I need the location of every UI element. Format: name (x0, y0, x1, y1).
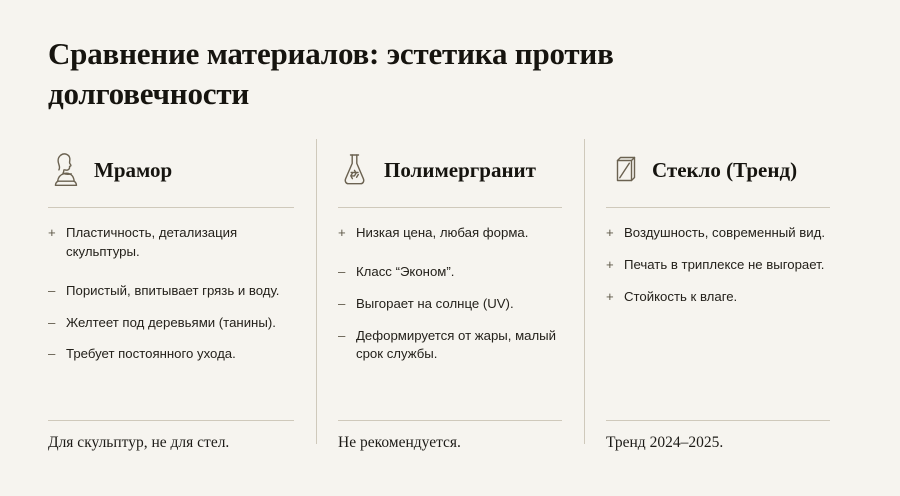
item-text: Требует постоянного ухода. (66, 346, 236, 362)
marble-bust-icon (48, 150, 82, 190)
list-item (48, 224, 294, 261)
item-text: Стойкость к влаге. (624, 288, 738, 304)
item-mark: – (338, 264, 346, 280)
item-text: Низкая цена, любая форма. (356, 225, 529, 241)
column-divider-top (338, 207, 562, 208)
column-header (606, 139, 830, 201)
column-item-list (338, 224, 562, 420)
item-mark: + (338, 225, 346, 241)
item-mark: + (606, 225, 614, 241)
list-item (606, 224, 830, 243)
column-item-list (48, 224, 294, 420)
glass-panel-icon (606, 150, 640, 190)
column-title: Стекло (Тренд) (652, 157, 798, 182)
item-mark: – (48, 346, 56, 362)
column-divider-bottom (606, 420, 830, 421)
column-divider-top (606, 207, 830, 208)
list-item (338, 224, 562, 243)
item-text: Пластичность, детализация скульптуры. (66, 225, 238, 260)
item-mark: – (48, 314, 56, 330)
item-text: Деформируется от жары, малый срок службы. (356, 327, 557, 362)
item-text: Печать в триплексе не выгорает. (624, 257, 825, 273)
comparison-columns (48, 139, 852, 452)
list-item (606, 288, 830, 307)
list-item (338, 295, 562, 314)
recycle-flask-icon (338, 150, 372, 190)
page-title: Сравнение материалов: эстетика против долговечности (48, 36, 614, 111)
column-title: Полимергранит (384, 157, 536, 182)
column-header (48, 139, 294, 201)
list-item (48, 314, 294, 333)
column-footnote: Не рекомендуется. (338, 434, 461, 452)
item-text: Желтеет под деревьями (танины). (66, 314, 276, 330)
item-mark: + (606, 288, 614, 304)
comparison-column-glass (584, 139, 852, 452)
column-footnote: Для скульптур, не для стел. (48, 434, 230, 452)
column-divider-bottom (338, 420, 562, 421)
column-title: Мрамор (94, 157, 173, 182)
list-item (48, 282, 294, 301)
item-mark: – (338, 327, 346, 343)
item-mark: + (606, 257, 614, 273)
column-footnote: Тренд 2024–2025. (606, 434, 724, 452)
column-header (338, 139, 562, 201)
list-item (606, 256, 830, 275)
column-divider-top (48, 207, 294, 208)
item-text: Пористый, впитывает грязь и воду. (66, 282, 280, 298)
item-text: Выгорает на солнце (UV). (356, 295, 514, 311)
item-text: Воздушность, современный вид. (624, 225, 826, 241)
item-mark: + (48, 225, 56, 241)
list-item (338, 327, 562, 364)
item-text: Класс “Эконом”. (356, 264, 455, 280)
column-item-list (606, 224, 830, 420)
item-mark: – (48, 282, 56, 298)
comparison-column-polymer-granite (316, 139, 584, 452)
comparison-column-marble (48, 139, 316, 452)
item-mark: – (338, 295, 346, 311)
list-item (338, 263, 562, 282)
column-divider-bottom (48, 420, 294, 421)
list-item (48, 345, 294, 364)
